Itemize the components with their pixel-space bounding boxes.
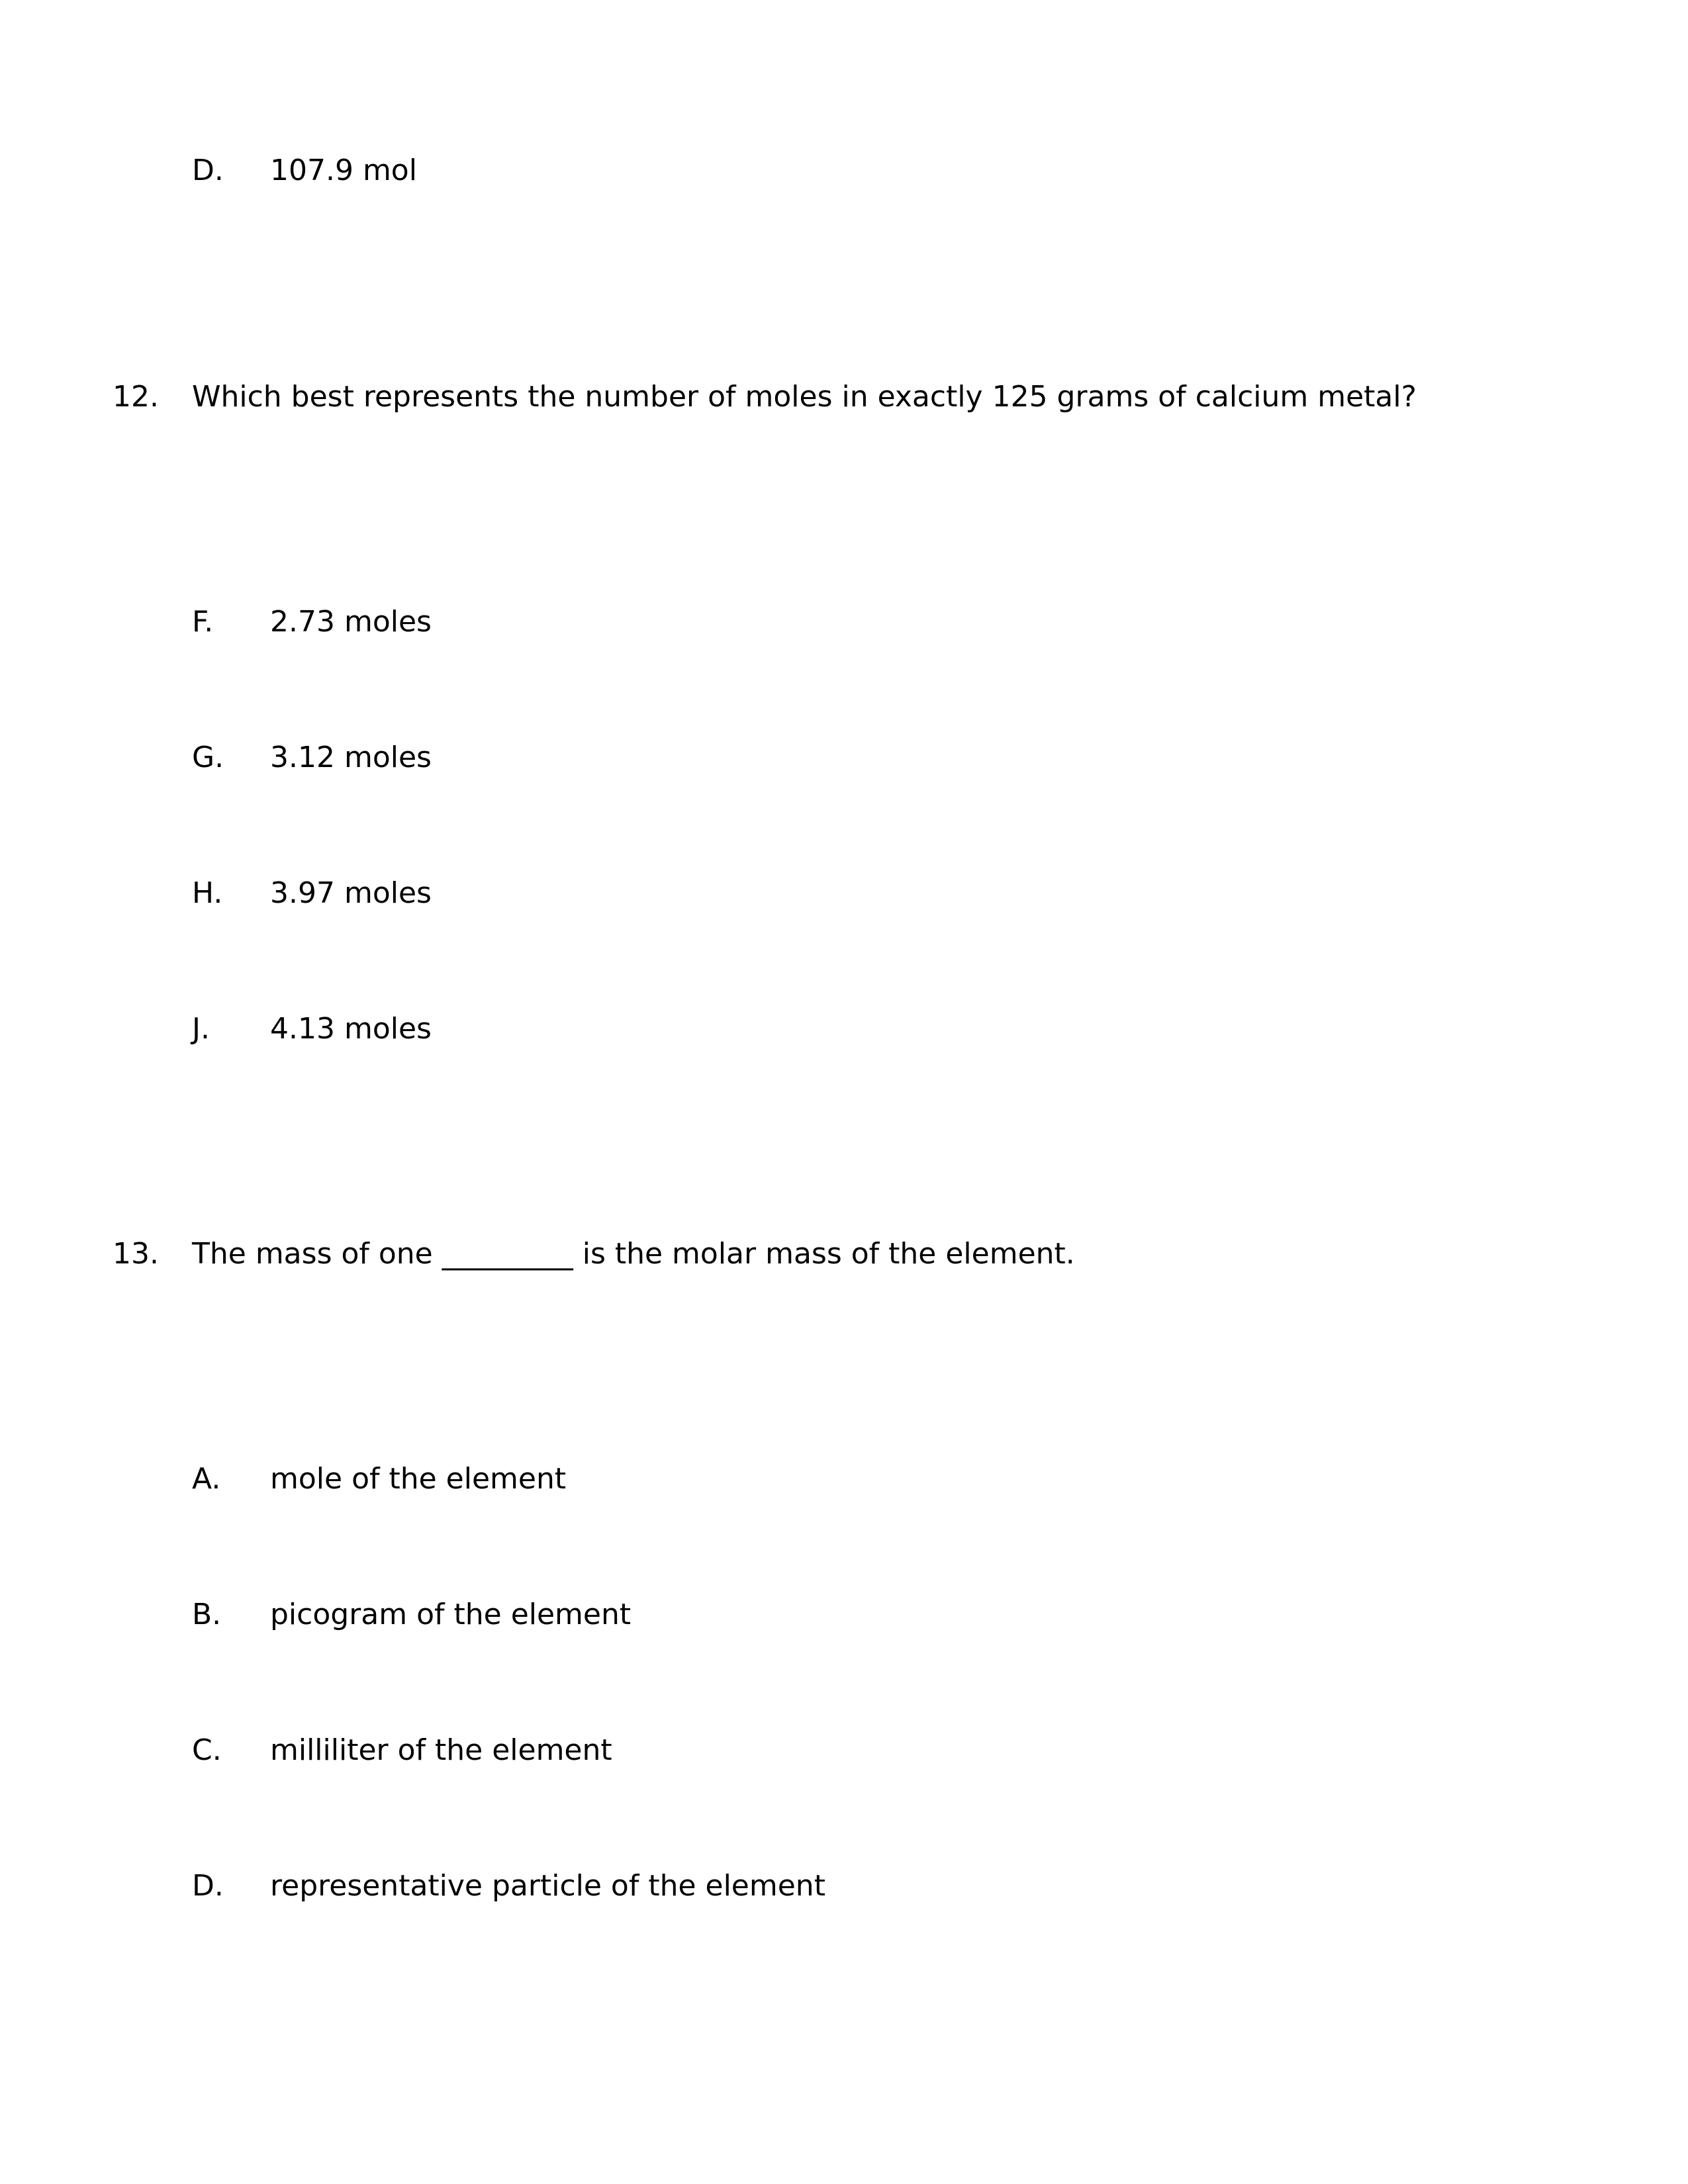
question-number: 12. [113,380,159,414]
choice-letter: H. [192,876,223,910]
choice-text: 3.12 moles [270,741,432,774]
choice-letter: C. [192,1733,222,1767]
choice-letter: J. [192,1012,210,1046]
choice-letter: G. [192,741,224,774]
choice-text: 3.97 moles [270,876,432,910]
choice-letter: B. [192,1598,222,1631]
choice-letter: F. [192,605,214,639]
choice-text: mole of the element [270,1462,567,1496]
choice-letter: A. [192,1462,221,1496]
question-stem: Which best represents the number of moles in exactly 125 grams of calcium metal? [192,380,1417,414]
choice-letter: D. [192,154,224,187]
question-number: 13. [113,1237,159,1271]
choice-letter: D. [192,1869,224,1903]
choice-text: milliliter of the element [270,1733,612,1767]
choice-text: 2.73 moles [270,605,432,639]
choice-text: 107.9 mol [270,154,417,187]
question-stem: The mass of one _________ is the molar mass of the element. [192,1237,1075,1271]
choice-text: 4.13 moles [270,1012,432,1046]
choice-text: picogram of the element [270,1598,632,1631]
choice-text: representative particle of the element [270,1869,825,1903]
